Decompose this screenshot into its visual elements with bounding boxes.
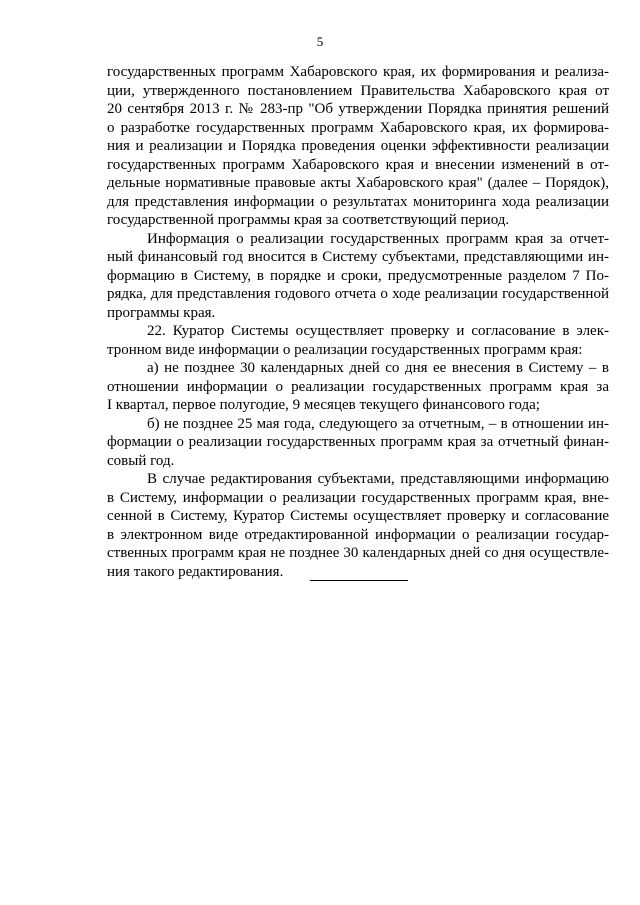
end-separator-line — [310, 580, 408, 581]
text-line: формации о реализации государственных программ края за отчетный финан- — [107, 434, 609, 450]
text-line: государственных программ Хабаровского края, их формирования и реализа- — [107, 64, 609, 80]
paragraph-editing — [107, 470, 609, 581]
paragraph-subclause-b — [107, 415, 609, 471]
page-number: 5 — [316, 34, 324, 49]
text-line: рядка, для представления годового отчета о ходе реализации государственной — [107, 286, 609, 302]
text-line: отношении информации о реализации государственных программ края за — [107, 378, 609, 395]
paragraph-annual-info — [107, 230, 609, 323]
text-line: Информация о реализации государственных программ края за отчет- — [147, 230, 609, 247]
text-line: программы края. — [107, 304, 216, 321]
text-line: тронном виде информации о реализации государственных программ края: — [107, 341, 583, 358]
text-line: В случае редактирования субъектами, представляющими информацию — [147, 471, 609, 487]
text-line: в электронном виде отредактированной информации о реализации государ- — [107, 526, 609, 543]
text-line: I квартал, первое полугодие, 9 месяцев текущего финансового года; — [107, 397, 540, 413]
text-line: государственной программы края за соответствующий период. — [107, 212, 510, 228]
text-line: 22. Куратор Системы осуществляет проверку и согласование в элек- — [147, 323, 609, 339]
text-line: совый год. — [107, 452, 175, 469]
text-line: ный финансовый год вносится в Систему субъектами, представляющими ин- — [107, 249, 609, 265]
text-line: а) не позднее 30 календарных дней со дня ее внесения в Систему – в — [147, 360, 609, 376]
text-line: в Систему, информации о реализации государственных программ края, вне- — [107, 489, 609, 506]
text-line: формацию в Систему, в порядке и сроки, предусмотренные разделом 7 По- — [107, 267, 609, 284]
text-line: 20 сентября 2013 г. № 283-пр "Об утверждении Порядка принятия решений — [107, 101, 609, 117]
text-line: ственных программ края не позднее 30 календарных дней со дня осуществле- — [107, 545, 609, 561]
text-line: сенной в Систему, Куратор Системы осуществляет проверку и согласование — [107, 508, 609, 524]
text-line: о разработке государственных программ Хабаровского края, их формирова- — [107, 119, 609, 136]
text-line: ции, утвержденного постановлением Правительства Хабаровского края от — [107, 82, 609, 99]
text-line: ния и реализации и Порядка проведения оценки эффективности реализации — [107, 138, 609, 154]
text-line: б) не позднее 25 мая года, следующего за отчетным, – в отношении ин- — [147, 415, 609, 432]
paragraph-continuation — [107, 63, 609, 230]
paragraph-subclause-a — [107, 359, 609, 415]
paragraph-clause-22 — [107, 322, 609, 359]
text-line: государственных программ Хабаровского края и внесении изменений в от- — [107, 156, 609, 173]
text-line: для представления информации о результатах мониторинга хода реализации — [107, 193, 609, 210]
text-line: дельные нормативные правовые акты Хабаровского края" (далее – Порядок), — [107, 175, 609, 191]
text-line: ния такого редактирования. — [107, 563, 284, 580]
document-body — [107, 63, 609, 581]
